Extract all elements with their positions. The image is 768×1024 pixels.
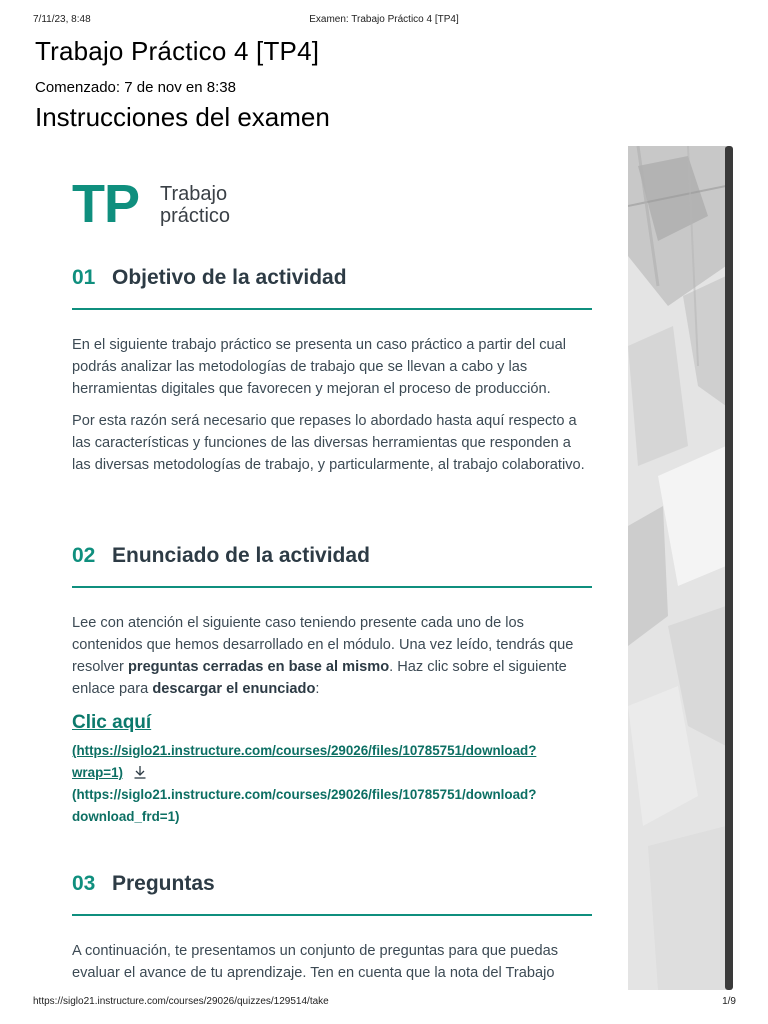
logo-mark: TP bbox=[72, 174, 140, 234]
link-url-1-part-1[interactable]: (https://siglo21.instructure.com/courses/29026/files/10785751/download? bbox=[72, 743, 537, 758]
section-header bbox=[72, 872, 592, 916]
download-icon[interactable] bbox=[133, 765, 147, 779]
logo-words bbox=[160, 183, 230, 227]
clic-aqui-link[interactable]: Clic aquí bbox=[72, 712, 152, 733]
section-number: 03 bbox=[72, 872, 96, 895]
section-title: Enunciado de la actividad bbox=[112, 544, 370, 567]
link-url-1[interactable] bbox=[72, 740, 592, 784]
section-objetivo bbox=[72, 266, 592, 476]
logo-line-2: práctico bbox=[160, 205, 231, 227]
section-header bbox=[72, 544, 592, 588]
section-preguntas bbox=[72, 872, 592, 984]
paragraph: En el siguiente trabajo práctico se presenta un caso práctico a partir del cual podrás analizar las metodologías de trabajo que se llevan a cabo y las herramientas digitales que favorecen y mejoran el proceso de producción. bbox=[72, 337, 567, 397]
link-url-2-part-2[interactable]: download_frd=1) bbox=[72, 809, 180, 824]
logo-line-1: Trabajo bbox=[160, 183, 228, 205]
link-url-1-part-2[interactable]: wrap=1) bbox=[72, 765, 123, 780]
text-run: . Haz clic sobre el siguiente enlace para bbox=[72, 659, 567, 697]
decorative-side-image bbox=[628, 146, 726, 990]
section-title: Objetivo de la actividad bbox=[112, 266, 347, 289]
print-doc-title: Examen: Trabajo Práctico 4 [TP4] bbox=[309, 14, 459, 25]
text-run: : bbox=[315, 681, 320, 697]
bold-text: descargar el enunciado bbox=[152, 681, 316, 697]
download-links bbox=[72, 712, 592, 828]
page-title: Trabajo Práctico 4 [TP4] bbox=[35, 36, 320, 66]
section-number: 01 bbox=[72, 266, 96, 289]
section-enunciado bbox=[72, 544, 592, 828]
section-number: 02 bbox=[72, 544, 96, 567]
text-run: Lee con atención el siguiente caso teniendo presente cada uno de los contenidos que hemos desarrollado en el módulo. Una vez leído, tendrás que resolver bbox=[72, 615, 574, 675]
paragraph: A continuación, te presentamos un conjunto de preguntas para que puedas evaluar el avance de tu aprendizaje. Ten en cuenta que la nota del Trabajo bbox=[72, 943, 558, 981]
section-title: Preguntas bbox=[112, 872, 215, 895]
section-header bbox=[72, 266, 592, 310]
paragraph: Por esta razón será necesario que repases lo abordado hasta aquí respecto a las características y funciones de las diversas herramientas que responden a las diversas metodologías de trabajo, y particularmente, al trabajo colaborativo. bbox=[72, 413, 585, 473]
print-url: https://siglo21.instructure.com/courses/29026/quizzes/129514/take bbox=[33, 996, 329, 1007]
link-url-2-part-1[interactable]: (https://siglo21.instructure.com/courses/29026/files/10785751/download? bbox=[72, 787, 537, 802]
scrollbar[interactable] bbox=[725, 146, 733, 990]
print-datetime: 7/11/23, 8:48 bbox=[33, 14, 91, 25]
started-date: Comenzado: 7 de nov en 8:38 bbox=[35, 79, 236, 96]
print-page-number: 1/9 bbox=[722, 996, 736, 1007]
bold-text: preguntas cerradas en base al mismo bbox=[127, 659, 390, 675]
link-url-2[interactable] bbox=[72, 784, 592, 828]
instructions-heading: Instrucciones del examen bbox=[35, 102, 330, 132]
paragraph bbox=[72, 612, 592, 700]
